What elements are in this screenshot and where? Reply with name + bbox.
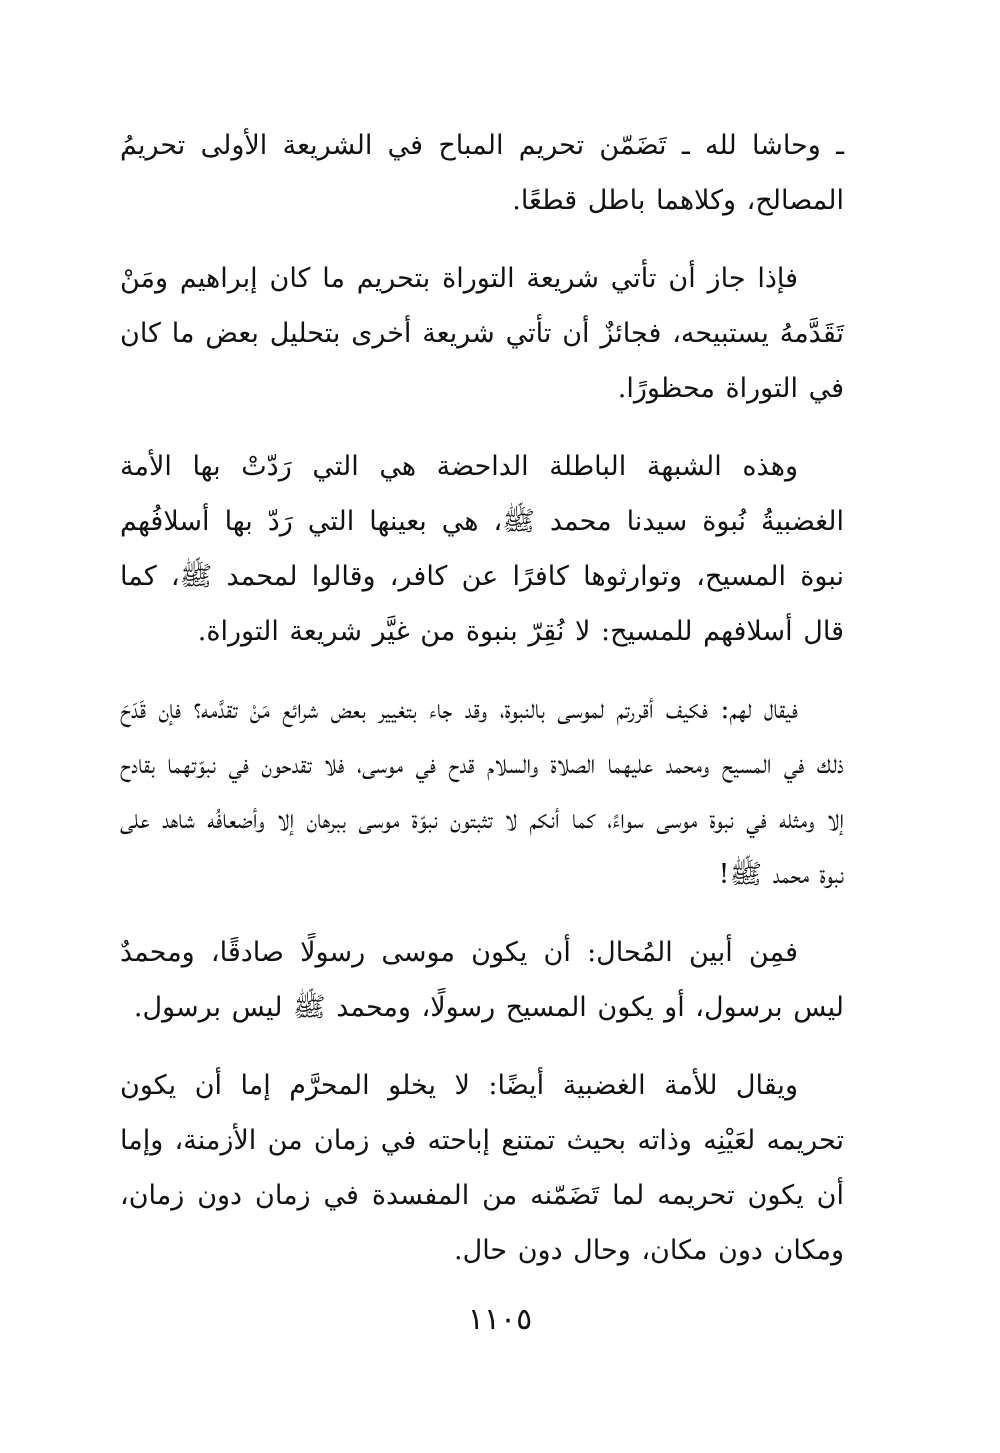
paragraph-gap xyxy=(120,1035,844,1058)
paragraph-5: فمِن أبين المُحال: أن يكون موسى رسولًا صادقًا، ومحمدٌ ليس برسول، أو يكون المسيح رسولًا، ومحمد ﷺ ليس برسول. xyxy=(120,937,844,1023)
paragraph-1: ـ وحاشا لله ـ تَضَمّن تحريم المباح في الشريعة الأولى تحريمُ المصالح، وكلاهما باطل قطعًا. xyxy=(120,130,844,216)
paragraph-gap xyxy=(120,228,844,251)
paragraph-6: ويقال للأمة الغضبية أيضًا: لا يخلو المحرَّم إما أن يكون تحريمه لعَيْنِه وذاته بحيث تمتنع إباحته في زمان من الأزمنة، وإما أن يكون تحريمه لما تَضَمّنه من المفسدة في زمان دون زمان، ومكان دون مكان، وحال دون حال. xyxy=(120,1070,844,1266)
paragraph-gap xyxy=(120,659,844,682)
paragraph-gap xyxy=(120,902,844,925)
paragraph-2: فإذا جاز أن تأتي شريعة التوراة بتحريم ما كان إبراهيم ومَنْ تَقَدَّمهُ يستبيحه، فجائزٌ أن تأتي شريعة أخرى بتحليل بعض ما كان في التوراة محظورًا. xyxy=(120,263,844,404)
paragraph-3: وهذه الشبهة الباطلة الداحضة هي التي رَدّتْ بها الأمة الغضبيةُ نُبوة سيدنا محمد ﷺ، هي بعينها التي رَدّ بها أسلافُهم نبوة المسيح، وتوارثوها كافرًا عن كافر، وقالوا لمحمد ﷺ، كما قال أسلافهم للمسيح: لا نُقِرّ بنبوة من غيَّر شريعة التوراة. xyxy=(120,451,844,647)
page-number: ١١٠٥ xyxy=(467,1302,533,1337)
paragraph-gap xyxy=(120,416,844,439)
page-text-body xyxy=(120,118,844,1318)
paragraph-4: فيقال لهم: فكيف أقررتم لموسى بالنبوة، وقد جاء بتغيير بعض شرائع مَنْ تقدَّمه؟ فإن قَدَحَ ذلك في المسيح ومحمد عليهما الصلاة والسلام قدح في موسى، فلا تقدحون في نبوّتهما بقادح إلا ومثله في نبوة موسى سواءً، كما أنكم لا تثبتون نبوّة موسى ببرهان إلا وأضعافُه شاهد على نبوة محمد ﷺ! xyxy=(120,694,844,890)
